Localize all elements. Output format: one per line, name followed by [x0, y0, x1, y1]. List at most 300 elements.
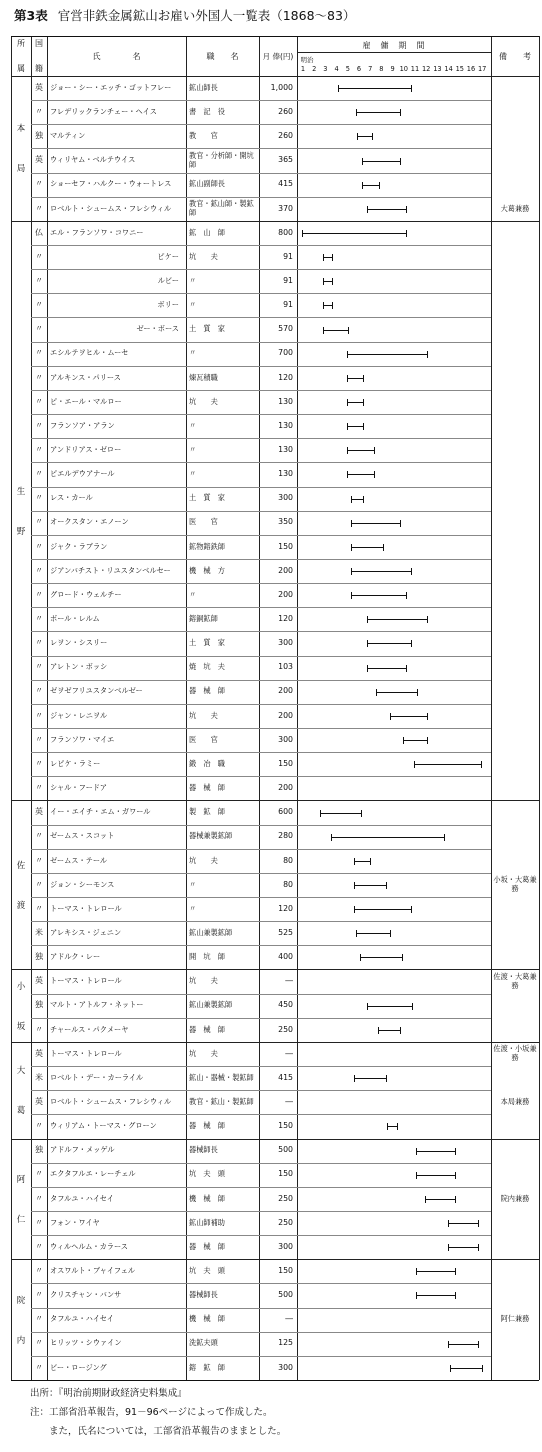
remark-cell: 大葛兼務 — [500, 203, 530, 213]
job-cell: 鉱 山 師 — [189, 227, 225, 237]
nation-cell: 〃 — [35, 179, 43, 189]
employment-period-bar — [348, 450, 374, 451]
employment-period-bar — [352, 547, 382, 548]
group-label-char: 渡 — [16, 900, 26, 911]
salary-cell: 700 — [278, 348, 293, 358]
remark-cell — [492, 825, 538, 849]
salary-cell: 120 — [278, 372, 293, 382]
nation-cell: 英 — [35, 155, 43, 165]
salary-cell: 150 — [278, 758, 293, 768]
column-rule — [186, 36, 187, 1380]
salary-cell: 120 — [278, 614, 293, 624]
nation-cell: 〃 — [35, 1266, 43, 1276]
remark-cell — [492, 1163, 538, 1187]
remark-cell — [492, 245, 538, 269]
nation-cell: 〃 — [35, 614, 43, 624]
employment-period-bar — [368, 668, 406, 669]
job-cell: 器 械 師 — [189, 1024, 225, 1034]
name-cell: ジョー・シー・エッチ・ゴットフレー — [50, 82, 172, 92]
name-cell: ゼー・ボース — [136, 324, 179, 334]
job-cell: 坑 夫 — [189, 855, 218, 865]
remark-cell — [492, 535, 538, 559]
group-label — [11, 1173, 31, 1225]
employment-period-bar — [404, 740, 428, 741]
salary-cell: 120 — [278, 903, 293, 913]
group-label-char: 葛 — [16, 1106, 26, 1117]
job-cell: 〃 — [189, 275, 197, 285]
remark-cell — [492, 414, 538, 438]
nation-cell: 〃 — [35, 565, 43, 575]
name-cell: アドルク・レー — [50, 952, 101, 962]
salary-cell: 200 — [278, 565, 293, 575]
employment-period-bar — [426, 1199, 455, 1200]
remark-cell — [492, 76, 538, 100]
job-cell: 土 質 家 — [189, 493, 225, 503]
employment-period-bar — [368, 1006, 412, 1007]
employment-period-bar — [303, 233, 406, 234]
employment-period-bar — [348, 354, 428, 355]
employment-period-bar — [451, 1368, 482, 1369]
remark-cell — [492, 1259, 538, 1283]
group-label-char: 生 — [16, 486, 26, 497]
remark-cell — [492, 680, 538, 704]
salary-cell: 130 — [278, 396, 293, 406]
name-cell: オスワルト・ブャイフェル — [50, 1266, 136, 1276]
job-cell: 〃 — [189, 469, 197, 479]
job-cell: 教官・分析師・開坑師 — [189, 150, 254, 169]
name-cell: ボリー — [157, 300, 179, 310]
group-label-char: 院 — [16, 1295, 26, 1306]
job-cell: 坑 夫 — [189, 251, 218, 261]
nation-cell: 〃 — [35, 106, 43, 116]
year-tick-label: 3 — [323, 65, 328, 73]
employment-period-bar — [388, 1126, 397, 1127]
employment-period-bar — [332, 837, 444, 838]
employment-period-bar — [348, 402, 364, 403]
salary-cell: 415 — [278, 1072, 293, 1082]
salary-cell: 280 — [278, 831, 293, 841]
remark-cell — [492, 800, 538, 824]
employment-period-bar — [324, 330, 348, 331]
employment-period-bar — [355, 909, 411, 910]
group-label — [11, 1294, 31, 1346]
year-tick-label: 7 — [368, 65, 373, 73]
salary-cell: 350 — [278, 517, 293, 527]
nation-cell: 独 — [35, 1145, 43, 1155]
group-label-char: 坂 — [16, 1021, 26, 1032]
remark-cell — [492, 1283, 538, 1307]
footnote: また，氏名については，工部省沿革報告のままとした。 — [30, 1426, 287, 1437]
employment-period-bar — [324, 257, 332, 258]
job-cell: 坑 夫 頭 — [189, 1266, 225, 1276]
name-cell: タフルユ・ハイセイ — [50, 1193, 114, 1203]
nation-cell: 独 — [35, 952, 43, 962]
job-cell: 坑 夫 — [189, 976, 218, 986]
employment-period-bar — [368, 619, 427, 620]
job-cell: 〃 — [189, 879, 197, 889]
group-label-char: 仁 — [16, 1214, 26, 1225]
job-cell: 土 質 家 — [189, 324, 225, 334]
group-label — [11, 122, 31, 174]
job-cell: 鉱物鎔鉄師 — [189, 541, 225, 551]
nation-cell: 英 — [35, 82, 43, 92]
job-cell: 鉱山兼製鉱師 — [189, 927, 233, 937]
name-cell: トーマス・トレロール — [50, 1048, 122, 1058]
salary-cell: 250 — [278, 1024, 293, 1034]
job-cell: 器 械 師 — [189, 1121, 225, 1131]
job-cell: 坑 夫 — [189, 396, 218, 406]
nation-cell: 〃 — [35, 1338, 43, 1348]
nation-cell: 〃 — [35, 1121, 43, 1131]
group-label — [11, 859, 31, 911]
job-cell: 器 械 師 — [189, 686, 225, 696]
employment-period-bar — [377, 692, 417, 693]
nation-cell: 仏 — [35, 227, 43, 237]
name-cell: タフルユ・ハイセイ — [50, 1314, 114, 1324]
group-label-char: 局 — [16, 164, 26, 175]
salary-cell: 150 — [278, 541, 293, 551]
salary-cell: 400 — [278, 952, 293, 962]
salary-cell: 200 — [278, 686, 293, 696]
header-period: 雇 傭 期 間 — [362, 40, 426, 50]
nation-cell: 〃 — [35, 662, 43, 672]
employment-period-bar — [358, 136, 373, 137]
job-cell: 教官・鉱山師・製鉱師 — [189, 199, 254, 217]
year-tick-label: 1 — [300, 65, 306, 73]
nation-cell: 〃 — [35, 493, 43, 503]
nation-cell: 英 — [35, 807, 43, 817]
period-subheader-rule — [297, 52, 491, 53]
group-label-char: 阿 — [16, 1174, 26, 1185]
salary-cell: 250 — [278, 1193, 293, 1203]
nation-cell: 〃 — [35, 1217, 43, 1227]
nation-cell: 〃 — [35, 396, 43, 406]
remark-cell — [492, 221, 538, 245]
salary-cell: 370 — [278, 203, 293, 213]
column-rule — [47, 36, 48, 1380]
group-label-char: 小 — [16, 981, 26, 992]
year-tick-label: 6 — [356, 65, 362, 73]
employment-period-bar — [355, 861, 371, 862]
employment-period-bar — [363, 185, 379, 186]
year-tick-label: 16 — [466, 65, 476, 73]
name-cell: ジャン・レニヲル — [50, 710, 108, 720]
employment-period-bar — [324, 281, 332, 282]
name-cell: エシルテヲヒル・ムーセ — [50, 348, 129, 358]
job-cell: 器械兼製鉱師 — [189, 831, 233, 841]
name-cell: オークスタン・エノーン — [50, 517, 129, 527]
table-title-text: 官営非鉄金属鉱山お雇い外国人一覧表（1868～83） — [57, 8, 356, 23]
employment-period-bar — [321, 813, 361, 814]
job-cell: 〃 — [189, 348, 197, 358]
remark-cell: 本局兼務 — [500, 1096, 530, 1106]
job-cell: 製 鉱 師 — [189, 807, 225, 817]
employment-period-bar — [368, 643, 411, 644]
employment-period-bar — [415, 764, 481, 765]
salary-cell: 450 — [278, 1000, 293, 1010]
nation-cell: 〃 — [35, 1169, 43, 1179]
nation-cell: 米 — [35, 1072, 43, 1082]
salary-cell: 525 — [278, 927, 293, 937]
nation-cell: 〃 — [35, 831, 43, 841]
remark-cell — [492, 994, 538, 1018]
job-cell: 鉱山・器械・製鉱師 — [189, 1072, 254, 1082]
name-cell: トーマス・トレロール — [50, 903, 122, 913]
employee-table — [11, 36, 539, 1380]
name-cell: ロベルト・シュームス・フレシウィル — [50, 1096, 172, 1106]
year-tick-label: 10 — [399, 65, 408, 73]
nation-cell: 〃 — [35, 1241, 43, 1251]
name-cell: ボール・レルム — [50, 614, 100, 624]
remark-cell — [492, 849, 538, 873]
remark-cell — [492, 704, 538, 728]
group-label — [11, 980, 31, 1032]
nation-cell: 独 — [35, 1000, 43, 1010]
source-note: 出所：『明治前期財政経済史料集成』 — [30, 1388, 187, 1399]
footnote: 注：工部省沿革報告，91－96ページによって作成した。 — [30, 1407, 273, 1418]
employment-period-bar — [368, 209, 406, 210]
header-name: 氏 名 — [92, 51, 141, 61]
remark-cell — [492, 583, 538, 607]
header-salary: 月 俸(円) — [262, 51, 294, 61]
job-cell: 器械師長 — [189, 1290, 218, 1300]
salary-cell: 130 — [278, 420, 293, 430]
year-tick-label: 2 — [312, 65, 317, 73]
name-cell: フォン・ワイヤ — [50, 1217, 100, 1227]
salary-cell: ― — [285, 976, 293, 986]
name-cell: ゼームス・テール — [50, 855, 108, 865]
salary-cell: 500 — [278, 1290, 293, 1300]
salary-cell: 130 — [278, 469, 293, 479]
employment-period-bar — [348, 474, 374, 475]
table-title — [14, 6, 355, 24]
remark-cell — [492, 293, 538, 317]
salary-cell: 260 — [278, 131, 293, 141]
nation-cell: 〃 — [35, 758, 43, 768]
salary-cell: 260 — [278, 106, 293, 116]
nation-cell: 〃 — [35, 783, 43, 793]
name-cell: ウィルヘルム・カラース — [50, 1241, 128, 1251]
remark-cell — [492, 1235, 538, 1259]
employment-period-bar — [361, 957, 401, 958]
remark-cell — [492, 317, 538, 341]
job-cell: 〃 — [189, 903, 197, 913]
job-cell: 鍛 冶 職 — [189, 758, 225, 768]
salary-cell: 150 — [278, 1121, 293, 1131]
job-cell: 医 官 — [189, 517, 218, 527]
salary-cell: ― — [285, 1314, 293, 1324]
nation-cell: 〃 — [35, 324, 43, 334]
remark-cell — [492, 124, 538, 148]
nation-cell: 独 — [35, 131, 43, 141]
header-nation: 国 籍 — [35, 39, 43, 73]
job-cell: 〃 — [189, 420, 197, 430]
name-cell: ヒリッツ・シウァイン — [50, 1338, 122, 1348]
year-tick-label: 8 — [379, 65, 384, 73]
remark-cell — [492, 366, 538, 390]
salary-cell: 800 — [278, 227, 293, 237]
group-label-char: 野 — [16, 526, 26, 537]
remark-cell — [492, 1139, 538, 1163]
salary-cell: 300 — [278, 493, 293, 503]
name-cell: フランソワ・マイエ — [50, 734, 115, 744]
employment-period-bar — [391, 716, 427, 717]
name-cell: チャールス・パクメーヤ — [50, 1024, 129, 1034]
group-label-char: 本 — [16, 124, 26, 135]
year-tick-label: 13 — [433, 65, 442, 73]
salary-cell: 91 — [283, 251, 293, 261]
name-cell: ウィリアム・トーマス・グローン — [50, 1121, 157, 1131]
job-cell: 坑 夫 頭 — [189, 1169, 225, 1179]
nation-cell: 〃 — [35, 589, 43, 599]
nation-cell: 〃 — [35, 903, 43, 913]
name-cell: レヲン・シスリー — [50, 638, 108, 648]
header-job: 職 名 — [206, 51, 239, 61]
remark-cell — [492, 487, 538, 511]
remark-cell: 院内兼務 — [500, 1193, 530, 1203]
name-cell: マルト・アトルフ・ネットー — [50, 1000, 144, 1010]
year-tick-label: 17 — [477, 65, 487, 73]
salary-cell: ― — [285, 1048, 293, 1058]
job-cell: 鉱山副師長 — [189, 179, 225, 189]
remark-cell — [492, 173, 538, 197]
name-cell: ピエルデウアナール — [50, 469, 115, 479]
salary-cell: 415 — [278, 179, 293, 189]
salary-cell: 125 — [278, 1338, 293, 1348]
remark-cell — [492, 559, 538, 583]
remark-cell — [492, 1018, 538, 1042]
name-cell: ビー・ロージング — [50, 1362, 107, 1372]
salary-cell: 365 — [278, 155, 293, 165]
name-cell: トーマス・トレロール — [50, 976, 122, 986]
job-cell: 医 官 — [189, 734, 218, 744]
remark-cell — [492, 921, 538, 945]
year-tick-label: 9 — [390, 65, 395, 73]
name-cell: イー・エイチ・エム・ガワール — [50, 807, 151, 817]
remark-cell — [492, 607, 538, 631]
remark-cell: 佐渡・大葛兼務 — [493, 971, 537, 990]
salary-cell: 300 — [278, 638, 293, 648]
job-cell: 開 坑 師 — [189, 952, 225, 962]
year-tick-label: 12 — [421, 65, 431, 73]
employment-period-bar — [417, 1151, 455, 1152]
salary-cell: ― — [285, 1096, 293, 1106]
employment-period-bar — [379, 1030, 400, 1031]
salary-cell: 250 — [278, 1217, 293, 1227]
name-cell: ジアンバチスト・リユスタンベルセー — [50, 565, 171, 575]
salary-cell: 150 — [278, 1169, 293, 1179]
job-cell: 教官・鉱山・製鉱師 — [189, 1096, 254, 1106]
salary-cell: 150 — [278, 1266, 293, 1276]
salary-cell: 300 — [278, 734, 293, 744]
nation-cell: 〃 — [35, 1314, 43, 1324]
job-cell: 〃 — [189, 589, 197, 599]
nation-cell: 〃 — [35, 251, 43, 261]
remark-cell — [492, 728, 538, 752]
group-label-char: 大 — [16, 1066, 26, 1077]
job-cell: 鉱山師長 — [189, 82, 218, 92]
name-cell: クリスチャン・バンサ — [50, 1290, 122, 1300]
name-cell: アドルフ・メッゲル — [50, 1145, 115, 1155]
header-dept: 所 属 — [17, 39, 25, 73]
name-cell: アレキシス・ジェニン — [50, 927, 122, 937]
name-cell: ルビー — [157, 275, 179, 285]
employment-period-bar — [352, 499, 363, 500]
employment-period-bar — [352, 523, 400, 524]
year-tick-label: 4 — [334, 65, 339, 73]
nation-cell: 英 — [35, 1096, 43, 1106]
employment-period-bar — [363, 161, 400, 162]
name-cell: ウィリヤム・ベルテウイス — [50, 155, 136, 165]
job-cell: 器 械 師 — [189, 1241, 225, 1251]
remark-cell — [492, 1211, 538, 1235]
nation-cell: 〃 — [35, 300, 43, 310]
nation-cell: 〃 — [35, 638, 43, 648]
remark-cell — [492, 631, 538, 655]
name-cell: ショーセフ・ハルクー・ウォートレス — [50, 179, 172, 189]
nation-cell: 〃 — [35, 517, 43, 527]
salary-cell: 130 — [278, 444, 293, 454]
remark-cell — [492, 462, 538, 486]
remark-cell — [492, 1356, 538, 1380]
salary-cell: 200 — [278, 783, 293, 793]
employment-period-bar — [348, 378, 364, 379]
nation-cell: 〃 — [35, 420, 43, 430]
employment-period-bar — [357, 112, 401, 113]
job-cell: 坑 夫 — [189, 710, 218, 720]
employment-period-bar — [417, 1271, 455, 1272]
nation-cell: 〃 — [35, 372, 43, 382]
year-tick-label: 11 — [410, 65, 420, 73]
name-cell: フランソア・アラン — [50, 420, 115, 430]
remark-cell: 小坂・大葛兼務 — [493, 875, 537, 893]
salary-cell: 570 — [278, 324, 293, 334]
job-cell: 器械師長 — [189, 1145, 218, 1155]
salary-cell: 91 — [283, 275, 293, 285]
job-cell: 焼 坑 夫 — [189, 662, 225, 672]
name-cell: ジョン・シーモンス — [50, 879, 115, 889]
salary-cell: 80 — [283, 879, 293, 889]
year-tick-label: 5 — [345, 65, 350, 73]
nation-cell: 〃 — [35, 879, 43, 889]
salary-cell: 500 — [278, 1145, 293, 1155]
job-cell: 〃 — [189, 300, 197, 310]
job-cell: 鎔 鉱 師 — [189, 1362, 225, 1372]
nation-cell: 〃 — [35, 1362, 43, 1372]
nation-cell: 米 — [35, 927, 43, 937]
nation-cell: 〃 — [35, 1290, 43, 1300]
job-cell: 機 械 方 — [189, 565, 225, 575]
employment-period-bar — [417, 1295, 455, 1296]
job-cell: 煉瓦積職 — [189, 372, 218, 382]
salary-cell: 200 — [278, 710, 293, 720]
employment-period-bar — [449, 1344, 478, 1345]
header-remarks: 備 考 — [499, 51, 531, 61]
group-label-char: 内 — [16, 1335, 26, 1346]
nation-cell: 〃 — [35, 444, 43, 454]
nation-cell: 〃 — [35, 541, 43, 551]
employment-period-bar — [352, 595, 406, 596]
name-cell: ピケー — [157, 251, 179, 261]
notes — [30, 1384, 286, 1441]
name-cell: ゼームス・スコット — [50, 831, 115, 841]
nation-cell: 〃 — [35, 469, 43, 479]
remark-cell — [492, 1066, 538, 1090]
name-cell: グロード・ウェルチー — [50, 589, 122, 599]
employment-period-bar — [339, 88, 411, 89]
salary-cell: 91 — [283, 300, 293, 310]
table-bottom-rule — [11, 1380, 539, 1381]
